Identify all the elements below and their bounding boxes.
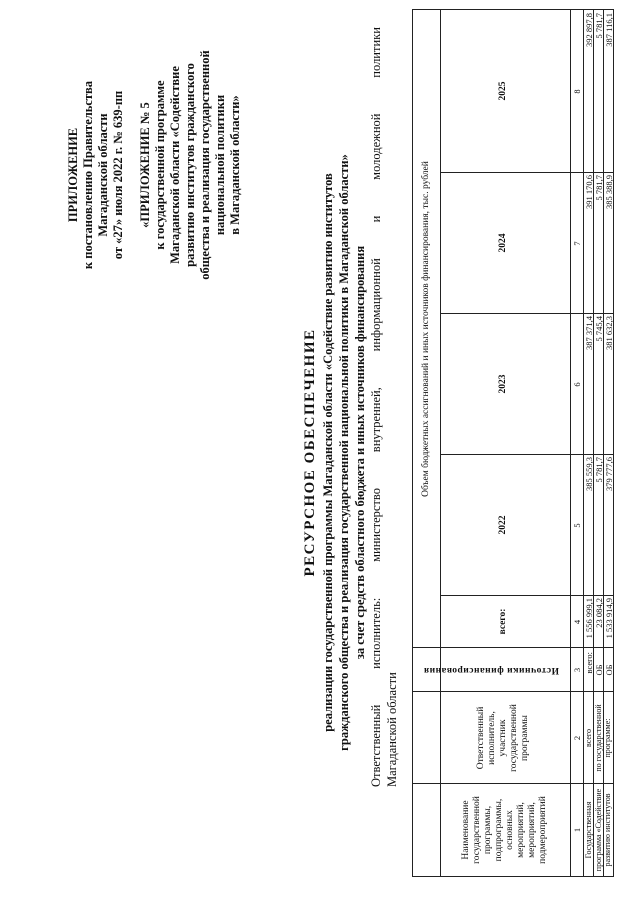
header-volume: Объем бюджетных ассигнований и иных источников финансирования, тыс. рублей xyxy=(421,161,431,497)
row-responsible-line: по государственной xyxy=(593,704,603,772)
resource-table xyxy=(412,9,614,877)
appendix5-block xyxy=(138,35,243,295)
appendix5-line: в Магаданской области» xyxy=(228,95,242,235)
responsible-executor xyxy=(368,27,400,787)
appendix-line: к постановлению Правительства xyxy=(81,80,95,270)
row-responsible xyxy=(584,694,613,782)
appendix-line: от «27» июля 2022 г. № 639-пп xyxy=(111,90,125,260)
executor-word: информационной xyxy=(369,258,383,352)
column-number: 6 xyxy=(572,382,582,387)
row-value-2022: 5 781,7 xyxy=(594,457,604,483)
heading-line: гражданского общества и реализация государственной национальной политики в Магаданской области» xyxy=(337,154,351,751)
heading-title: РЕСУРСНОЕ ОБЕСПЕЧЕНИЕ xyxy=(302,328,318,577)
executor-word: Ответственный xyxy=(369,704,383,787)
row-program-name: Государственная программа «Содействие развитию институтов xyxy=(584,788,612,872)
appendix5-line: развитию институтов гражданского xyxy=(183,63,197,267)
row-value-2025: 5 781,7 xyxy=(594,13,604,39)
header-name: Наименование государственной программы, подпрограммы, основных мероприятий, мероприятий, подмероприятий xyxy=(461,796,548,864)
column-number: 5 xyxy=(572,523,582,528)
row-value-2025: 387 116,1 xyxy=(604,13,614,47)
appendix5-line: Магаданской области «Содействие xyxy=(168,66,182,264)
row-source: ОБ xyxy=(594,664,604,676)
row-total: 1 556 999,1 xyxy=(584,598,594,639)
row-value-2024: 385 388,9 xyxy=(604,175,614,209)
row-value-2023: 387 371,4 xyxy=(584,316,594,350)
document-heading xyxy=(300,0,368,905)
header-responsible: Ответственный исполнитель, участник государственной программы xyxy=(475,704,530,772)
appendix5-line: национальной политики xyxy=(213,94,227,236)
row-value-2023: 381 632,3 xyxy=(604,316,614,350)
header-year-2023: 2023 xyxy=(498,374,508,394)
executor-word: министерство xyxy=(369,488,383,562)
row-value-2023: 5 745,4 xyxy=(594,316,604,342)
column-number: 4 xyxy=(572,619,582,625)
appendix-line: Магаданской области xyxy=(96,113,110,237)
row-responsible-line: всего xyxy=(584,729,593,748)
appendix-block xyxy=(66,65,126,285)
row-responsible-line: программе: xyxy=(603,718,612,758)
executor-word: и xyxy=(369,215,383,223)
appendix5-title: «ПРИЛОЖЕНИЕ № 5 xyxy=(138,102,152,228)
row-source: ОБ xyxy=(604,664,614,676)
executor-word: молодежной xyxy=(369,113,383,180)
header-year-2024: 2024 xyxy=(498,233,508,253)
executor-line: Магаданской области xyxy=(385,672,399,787)
row-value-2022: 379 777,6 xyxy=(604,457,614,491)
header-year-2025: 2025 xyxy=(498,81,508,101)
appendix5-line: общества и реализация государственной xyxy=(198,50,212,280)
row-value-2024: 5 781,7 xyxy=(594,175,604,201)
header-year-2022: 2022 xyxy=(498,515,508,535)
heading-line: за счет средств областного бюджета и иных источников финансирования xyxy=(353,245,367,660)
row-total: 1 533 914,9 xyxy=(604,598,614,639)
column-number: 7 xyxy=(572,241,582,246)
executor-word: внутренней, xyxy=(369,387,383,453)
executor-word: исполнитель: xyxy=(369,597,383,669)
row-value-2024: 391 170,6 xyxy=(584,175,594,209)
executor-word: политики xyxy=(369,27,383,78)
row-value-2022: 385 559,3 xyxy=(584,457,594,491)
appendix-title: ПРИЛОЖЕНИЕ xyxy=(66,127,80,223)
header-total: всего: xyxy=(498,608,508,635)
column-number: 1 xyxy=(572,827,582,833)
appendix5-line: к государственной программе xyxy=(153,80,167,250)
column-number: 2 xyxy=(572,735,582,741)
row-value-2025: 392 897,8 xyxy=(584,13,594,47)
heading-line: реализации государственной программы Магаданской области «Содействие развитию институтов xyxy=(321,173,335,732)
row-source: всего: xyxy=(584,652,594,674)
column-number: 3 xyxy=(572,667,582,673)
header-source: Источники финансирования xyxy=(423,665,560,675)
row-total: 23 084,2 xyxy=(594,598,604,628)
column-number: 8 xyxy=(572,89,582,94)
